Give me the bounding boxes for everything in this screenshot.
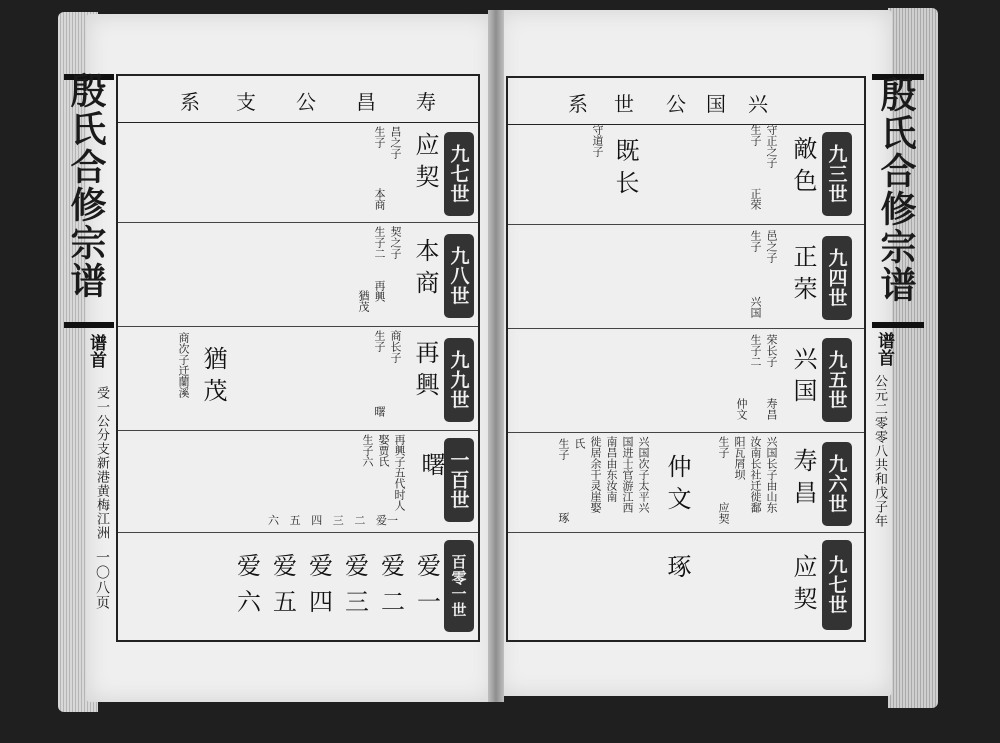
header-char: 支 [236, 90, 256, 114]
book-gutter [488, 10, 504, 702]
person-note: 商长子 [389, 330, 402, 363]
person-note: 汝南长社迁徙鄱 [749, 436, 762, 513]
spine-bar-bottom-right [872, 322, 924, 328]
generation-label: 九五世 [822, 338, 852, 422]
child-name: 仲文 [735, 398, 748, 420]
right-table-header [508, 78, 864, 125]
spine-title-right: 殷氏合修宗谱 [875, 76, 917, 304]
person-note: 国进士官游江西 [621, 436, 634, 513]
person-note: 昌之子 [389, 126, 402, 159]
person-note: 氏 [573, 438, 586, 449]
person-name: 爱三 [345, 552, 369, 616]
header-char: 寿 [416, 90, 436, 114]
person-name: 应契 [411, 132, 439, 196]
left-genealogy-table [116, 74, 480, 642]
spine-bar-bottom-left [64, 322, 114, 328]
generation-label: 九九世 [444, 338, 474, 422]
person-note: 生子 [557, 438, 570, 460]
generation-label: 一百世 [444, 438, 474, 522]
person-note: 兴国次子太平兴 [637, 436, 650, 513]
person-note: 再興子五代时人 [393, 434, 406, 511]
person-note: 徙居余干灵崖娶 [589, 436, 602, 513]
generation-label: 九三世 [822, 132, 852, 216]
person-note: 生子 [749, 230, 762, 252]
person-name: 爱五 [273, 552, 297, 616]
header-char: 公 [666, 92, 686, 116]
left-table-header [118, 76, 478, 123]
person-name: 爱六 [237, 552, 261, 616]
person-note: 商次子迁蘭溪 [177, 332, 190, 398]
generation-label: 九六世 [822, 442, 852, 526]
header-char: 昌 [356, 90, 376, 114]
header-char: 公 [296, 90, 316, 114]
child-name: 琢 [557, 512, 570, 523]
child-name: 曙 [373, 406, 386, 417]
person-note: 生子 [749, 124, 762, 146]
person-name: 琢 [663, 554, 691, 586]
person-name: 再興 [411, 340, 439, 404]
generation-label: 九八世 [444, 234, 474, 318]
header-char: 世 [614, 92, 634, 116]
volume-label-left: 谱首 [86, 334, 106, 368]
volume-label-right: 谱首 [874, 332, 894, 366]
person-note: 阳瓦屑坝 [733, 436, 746, 480]
generation-label: 百零一世 [444, 540, 474, 632]
person-name: 爱四 [309, 552, 333, 616]
child-name: 正荣 [749, 188, 762, 210]
person-note: 生子二 [749, 334, 762, 367]
person-note: 守道子 [591, 124, 604, 157]
header-char: 系 [568, 92, 588, 116]
person-note: 守正之子 [765, 124, 778, 168]
child-name: 应契 [717, 502, 730, 524]
person-name: 猶茂 [199, 346, 227, 410]
child-name: 兴国 [749, 296, 762, 318]
person-note: 娶贾氏 [377, 434, 390, 467]
header-char: 兴 [748, 92, 768, 116]
person-note: 生子 [373, 126, 386, 148]
person-name: 敵色 [789, 136, 817, 200]
right-side-note: 公元二零零八共和戊子年 [872, 374, 887, 528]
person-name: 应契 [789, 554, 817, 618]
child-name: 猶茂 [357, 290, 370, 312]
generation-label: 九七世 [822, 540, 852, 630]
person-note: 兴国长子由山东 [765, 436, 778, 513]
children-list: 爱一 二 三 四 五 六 [268, 514, 398, 527]
spine-title-left: 殷氏合修宗谱 [65, 72, 107, 300]
header-char: 国 [706, 92, 726, 116]
child-name: 再興 [373, 280, 386, 302]
person-name: 爱二 [381, 552, 405, 616]
person-name: 寿昌 [789, 448, 817, 512]
person-name: 仲文 [663, 454, 691, 518]
person-name: 既长 [611, 138, 639, 202]
right-genealogy-table [506, 76, 866, 642]
person-note: 生子 [373, 330, 386, 352]
child-name: 本商 [373, 188, 386, 210]
person-name: 爱一 [417, 552, 441, 616]
person-name: 兴国 [789, 346, 817, 410]
left-page-number: 一〇八页 [94, 550, 110, 610]
person-note: 荣长子 [765, 334, 778, 367]
person-note: 契之子 [389, 226, 402, 259]
person-note: 邑之子 [765, 230, 778, 263]
person-note: 南昌由东汝南 [605, 436, 618, 502]
person-name: 曙 [417, 452, 445, 484]
generation-label: 九七世 [444, 132, 474, 216]
child-name: 寿昌 [765, 398, 778, 420]
person-note: 生子六 [361, 434, 374, 467]
person-name: 正荣 [789, 244, 817, 308]
generation-label: 九四世 [822, 236, 852, 320]
person-note: 生子二 [373, 226, 386, 259]
left-side-note: 受一公分支新港黄梅江洲 [94, 386, 109, 540]
header-char: 系 [180, 90, 200, 114]
person-note: 生子 [717, 436, 730, 458]
person-name: 本商 [411, 238, 439, 302]
